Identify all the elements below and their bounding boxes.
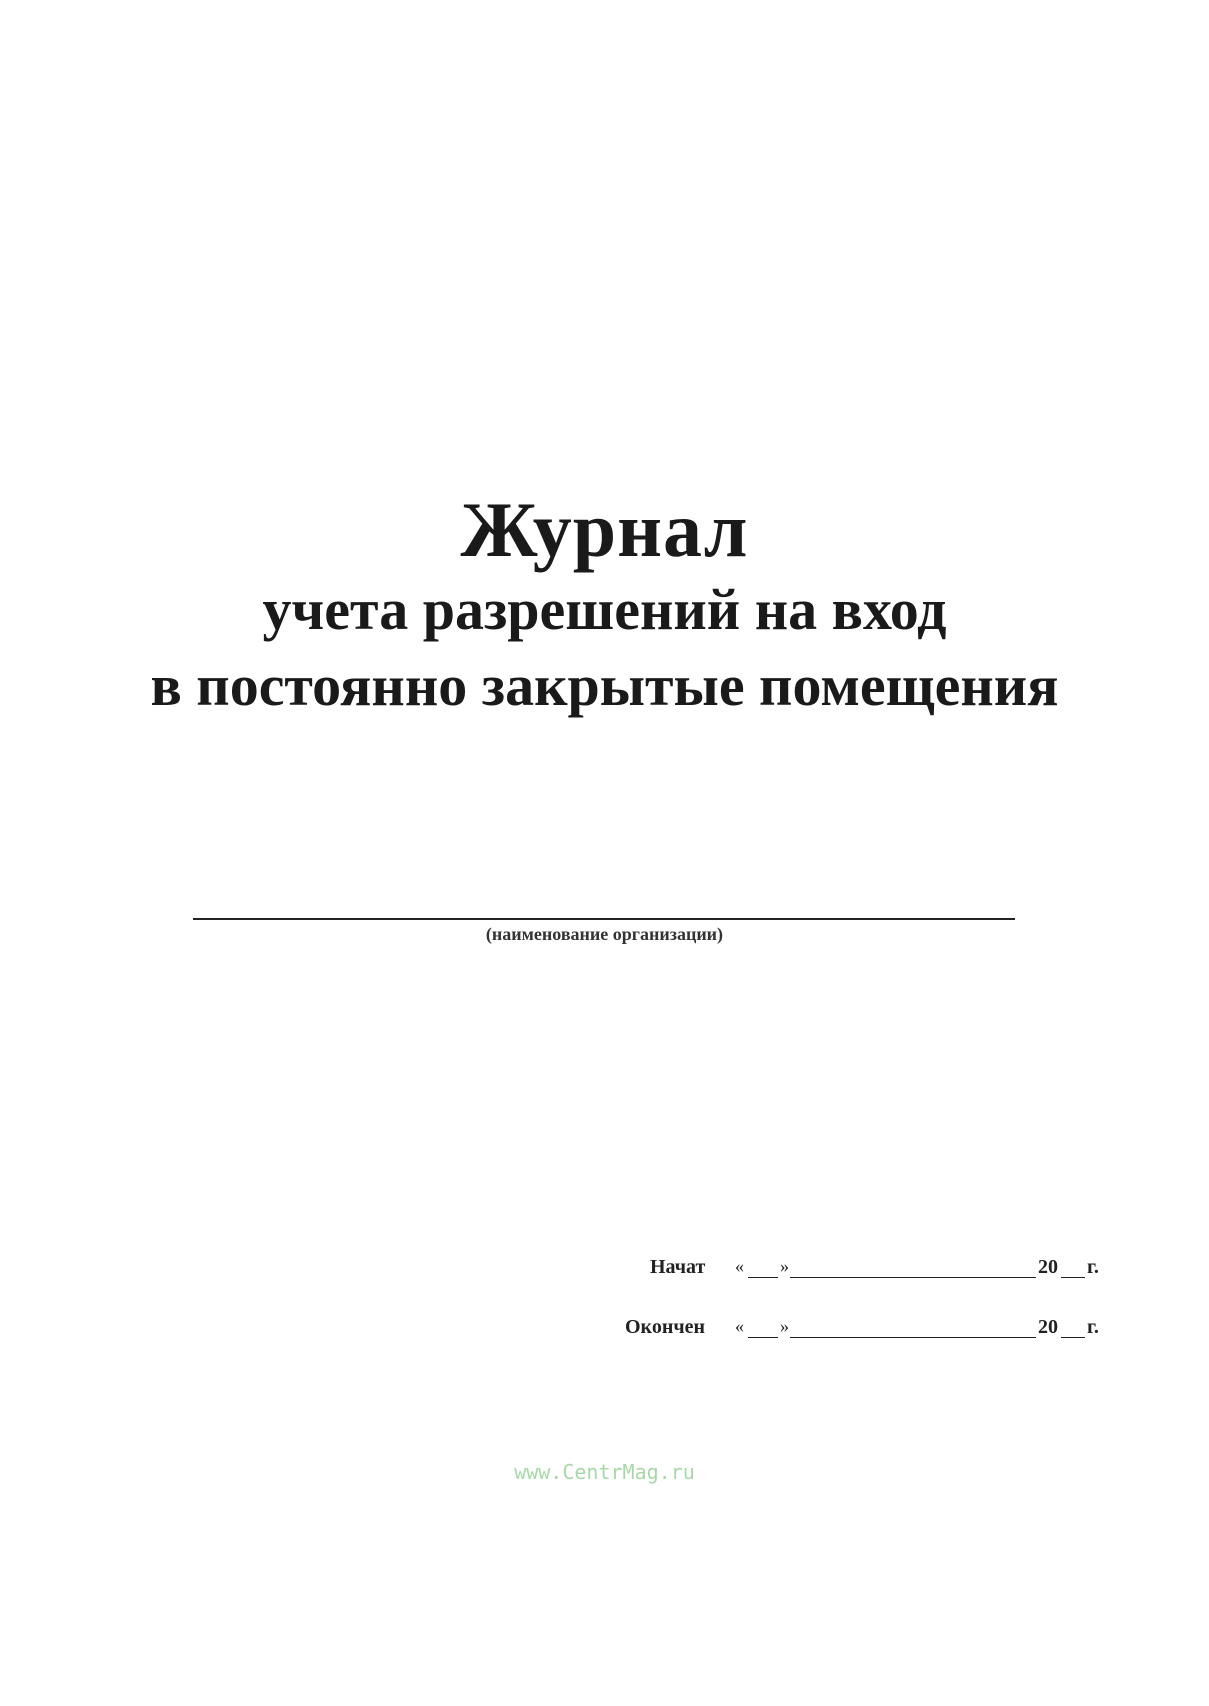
day-quote-open: « [735,1256,744,1276]
year-blank-line [1061,1277,1085,1278]
month-blank-line [790,1277,1036,1278]
end-date-label: Окончен [625,1316,706,1338]
month-blank-line [790,1337,1036,1338]
day-blank-line [748,1337,778,1338]
year-suffix: г. [1087,1316,1099,1338]
day-quote-open: « [735,1316,744,1336]
year-suffix: г. [1087,1256,1099,1278]
year-prefix: 20 [1038,1316,1058,1338]
website-watermark: www.CentrMag.ru [514,1460,695,1484]
start-date-row [620,1256,1120,1286]
title-block [0,488,1209,724]
day-quote-close: » [780,1256,789,1276]
document-subtitle-line2: в постоянно закрытые помещения [150,653,1059,718]
year-prefix: 20 [1038,1256,1058,1278]
organization-caption: (наименование организации) [485,924,724,944]
end-date-row [620,1316,1120,1346]
year-blank-line [1061,1337,1085,1338]
document-title: Журнал [460,486,749,573]
day-blank-line [748,1277,778,1278]
start-date-label: Начат [650,1256,706,1278]
day-quote-close: » [780,1316,789,1336]
organization-name-line [193,918,1015,920]
document-subtitle-line1: учета разрешений на вход [262,577,947,642]
